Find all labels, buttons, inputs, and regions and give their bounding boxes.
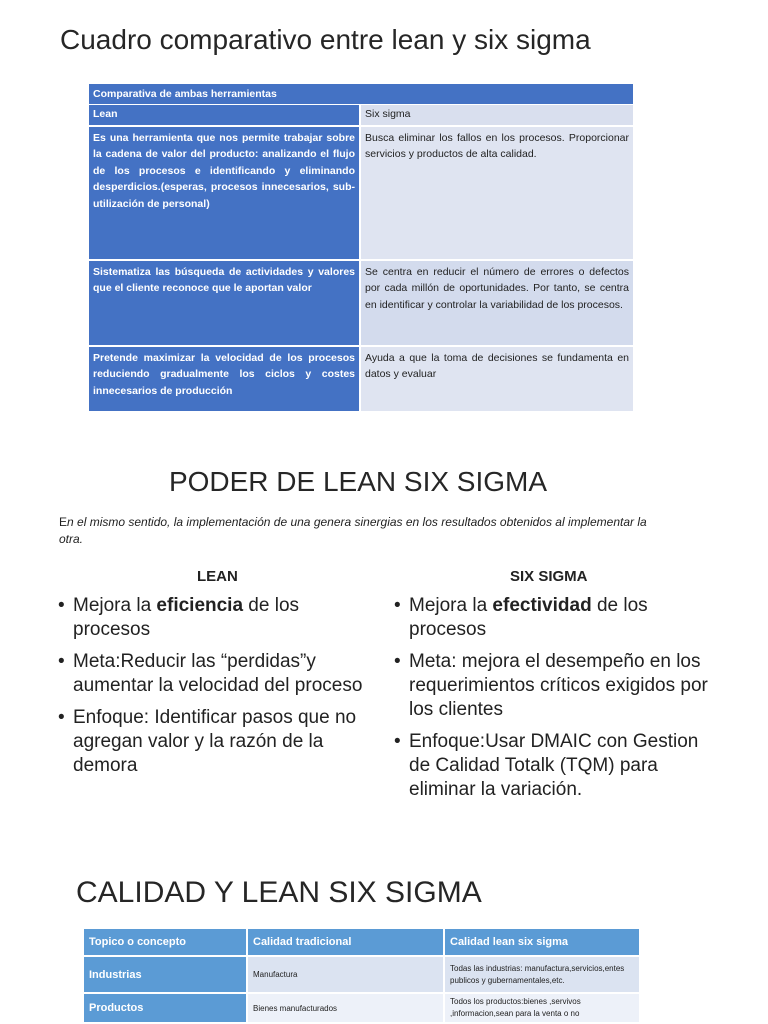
bullet-text: Enfoque:Usar DMAIC con Gestion de Calidad Totalk (TQM) para eliminar la variación. <box>409 731 699 800</box>
lean-six-sigma-cell <box>444 993 640 1023</box>
traditional-cell: Manufactura <box>247 956 444 993</box>
cell-line: ,informacion,sean para la venta o no <box>450 1009 580 1018</box>
bullet-text: Mejora la <box>73 595 157 616</box>
table-row <box>84 956 640 993</box>
list-item <box>394 730 714 802</box>
table-row <box>89 260 633 346</box>
bullet-emphasis: eficiencia <box>156 595 244 616</box>
lean-cell: Sistematiza las búsqueda de actividades y valores que el cliente reconoce que le aportan valor <box>89 260 360 346</box>
table-row <box>84 993 640 1023</box>
bullet-icon: • <box>394 731 401 752</box>
column-header-lean: Lean <box>89 105 360 126</box>
comparison-table-caption: Comparativa de ambas herramientas <box>89 84 633 105</box>
column-header-traditional: Calidad tradicional <box>247 929 444 956</box>
intro-first-letter: E <box>59 515 68 529</box>
column-header-lean-six-sigma: Calidad lean six sigma <box>444 929 640 956</box>
bullet-emphasis: efectividad <box>492 595 592 616</box>
bullet-text: Mejora la <box>409 595 493 616</box>
list-item <box>58 594 376 642</box>
list-item <box>394 650 714 722</box>
bullet-text: Enfoque: Identificar pasos que no agregan valor y la razón de la demora <box>73 707 357 776</box>
quality-table <box>84 929 641 1024</box>
intro-text: n el mismo sentido, la implementación de una genera sinergias en los resultados obtenidos al implementar la otra. <box>59 515 647 546</box>
list-item <box>394 594 714 642</box>
bullet-text: de los procesos <box>409 595 648 640</box>
bullet-icon: • <box>394 651 401 672</box>
column-header-six-sigma: Six sigma <box>360 105 633 126</box>
table-row <box>89 126 633 260</box>
cell-line: publicos y gubernamentales,etc. <box>450 975 565 985</box>
slide-title-comparison: Cuadro comparativo entre lean y six sigma <box>60 24 591 55</box>
list-item <box>58 650 376 698</box>
lean-heading: LEAN <box>197 568 238 585</box>
bullet-text: Meta:Reducir las “perdidas”y aumentar la velocidad del proceso <box>73 651 363 696</box>
lean-bullet-list <box>58 594 376 786</box>
lean-cell: Pretende maximizar la velocidad de los procesos reduciendo gradualmente los ciclos y costes innecesarios de producción <box>89 346 360 412</box>
cell-line: Todos los productos:bienes ,servivos <box>450 997 581 1006</box>
six-sigma-bullet-list <box>394 594 714 810</box>
bullet-text: Meta: mejora el desempeño en los requerimientos críticos exigidos por los clientes <box>409 651 708 720</box>
traditional-cell: Bienes manufacturados <box>247 993 444 1023</box>
intro-paragraph <box>59 514 659 548</box>
column-header-topic: Topico o concepto <box>84 929 247 956</box>
lean-cell: Es una herramienta que nos permite trabajar sobre la cadena de valor del producto: analizando el flujo de los procesos e identificando y eliminando desperdicios.(esperas, procesos innecesarios, sub-utilización de personal) <box>89 126 360 260</box>
six-sigma-heading: SIX SIGMA <box>510 568 588 585</box>
topic-cell: Industrias <box>84 956 247 993</box>
slide-title-power: PODER DE LEAN SIX SIGMA <box>168 466 548 497</box>
bullet-text: de los procesos <box>73 595 300 640</box>
table-row <box>89 346 633 412</box>
bullet-icon: • <box>58 595 65 616</box>
six-sigma-cell: Ayuda a que la toma de decisiones se fundamenta en datos y evaluar <box>360 346 633 412</box>
bullet-icon: • <box>394 595 401 616</box>
lean-six-sigma-cell <box>444 956 640 993</box>
list-item <box>58 706 376 778</box>
bullet-icon: • <box>58 707 65 728</box>
topic-cell: Productos <box>84 993 247 1023</box>
cell-line: Todas las industrias: manufactura,servicios,entes <box>450 963 625 973</box>
comparison-table <box>89 84 633 413</box>
six-sigma-cell: Busca eliminar los fallos en los procesos. Proporcionar servicios y productos de alta calidad. <box>360 126 633 260</box>
bullet-icon: • <box>58 651 65 672</box>
slide-title-quality: CALIDAD Y LEAN SIX SIGMA <box>76 876 482 909</box>
six-sigma-cell: Se centra en reducir el número de errores o defectos por cada millón de oportunidades. Por tanto, se centra en identificar y controlar la variabilidad de los procesos. <box>360 260 633 346</box>
